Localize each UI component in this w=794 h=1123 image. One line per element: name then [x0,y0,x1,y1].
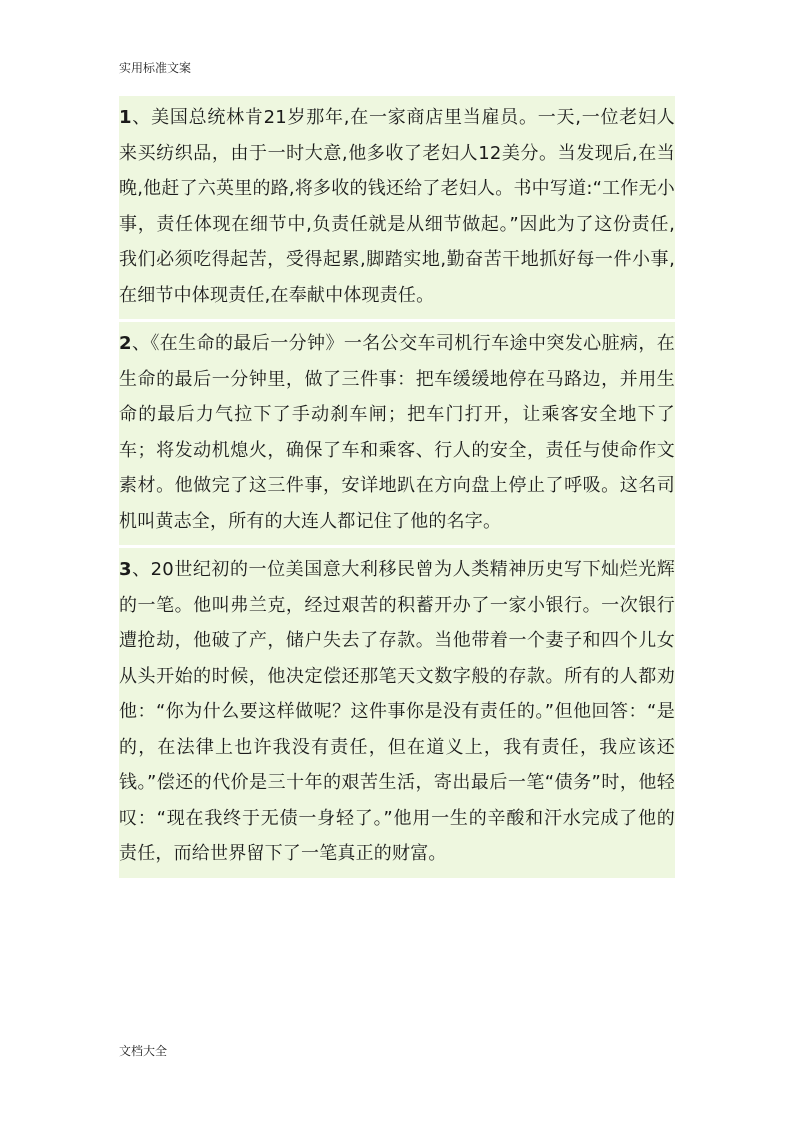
paragraph-1-separator: 、 [131,107,152,128]
paragraph-2-number: 2 [119,333,132,354]
page-footer: 文档大全 [119,1044,168,1058]
document-body [119,96,675,878]
paragraph-1-text: 美国总统林肯21岁那年,在一家商店里当雇员。一天,一位老妇人来买纺织品，由于一时大意,他多收了老妇人12美分。当发现后,在当晚,他赶了六英里的路,将多收的钱还给了老妇人。书中写道:“工作无小事，责任体现在细节中,负责任就是从细节做起。”因此为了这份责任,我们必须吃得起苦，受得起累,脚踏实地,勤奋苦干地抓好每一件小事,在细节中体现责任,在奉献中体现责任。 [119,107,675,306]
paragraph-3-text: 20世纪初的一位美国意大利移民曾为人类精神历史写下灿烂光辉的一笔。他叫弗兰克，经过艰苦的积蓄开办了一家小银行。一次银行遭抢劫，他破了产，储户失去了存款。当他带着一个妻子和四个儿女从头开始的时候，他决定偿还那笔天文数字般的存款。所有的人都劝他：“你为什么要这样做呢？这件事你是没有责任的。”但他回答：“是的，在法律上也许我没有责任，但在道义上，我有责任，我应该还钱。”偿还的代价是三十年的艰苦生活，寄出最后一笔“债务”时，他轻叹：“现在我终于无债一身轻了。”他用一生的辛酸和汗水完成了他的责任，而给世界留下了一笔真正的财富。 [119,559,676,864]
paragraph-3-separator: 、 [131,559,151,580]
paragraph-2-separator: 、 [131,333,151,354]
paragraph-1 [119,96,675,319]
paragraph-3-number: 3 [119,559,132,580]
paragraph-2-text: 《在生命的最后一分钟》一名公交车司机行车途中突发心脏病，在生命的最后一分钟里，做了三件事：把车缓缓地停在马路边，并用生命的最后力气拉下了手动刹车闸；把车门打开，让乘客安全地下了车；将发动机熄火，确保了车和乘客、行人的安全，责任与使命作文素材。他做完了这三件事，安详地趴在方向盘上停止了呼吸。这名司机叫黄志全，所有的大连人都记住了他的名字。 [119,333,676,532]
paragraph-1-number: 1 [119,107,132,128]
paragraph-3 [119,545,675,878]
page-header: 实用标准文案 [119,61,192,75]
paragraph-2 [119,319,675,545]
